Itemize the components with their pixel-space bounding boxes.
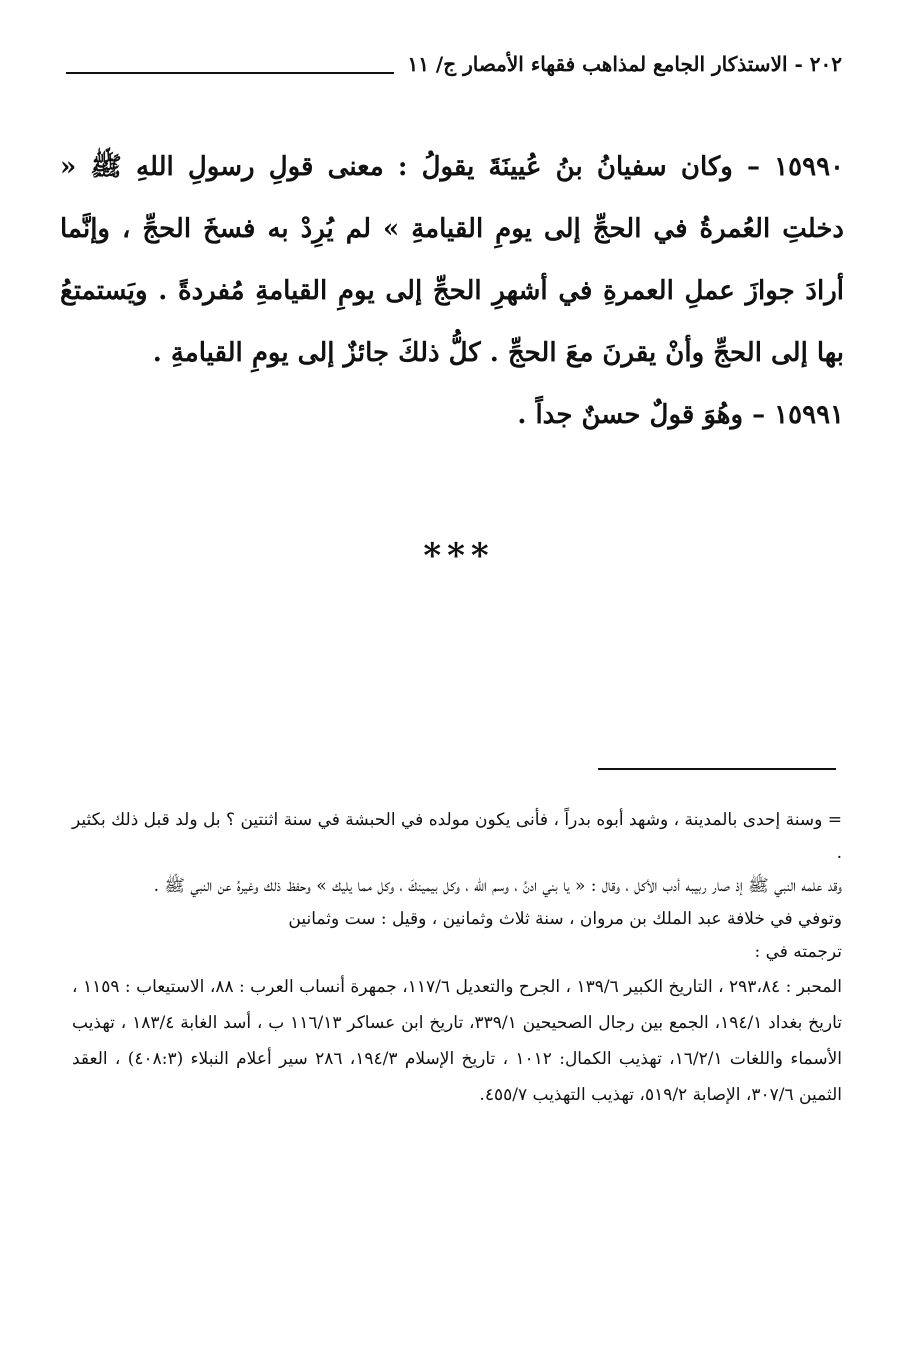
footnote-line: وتوفي في خلافة عبد الملك بن مروان ، سنة ثلاث وثمانين ، وقيل : ست وثمانين	[288, 909, 842, 929]
footnote-line: = وسنة إحدى بالمدينة ، وشهد أبوه بدراً ، فأنى يكون مولده في الحبشة في سنة اثنتين ؟ بل ولد قبل ذلك بكثير .	[72, 810, 842, 863]
main-text	[60, 136, 844, 446]
paragraph-15991	[60, 384, 844, 446]
section-separator: ***	[423, 536, 495, 576]
footnote-line: وقد علمه النبي ﷺ إذ صار ربيبه أدب الأكل ، وقال : « يا بني ادنُ ، وسم الله ، وكل بيمينكَ ، وكل مما يليك » وحفظ ذلك وغيرهُ عن النبي ﷺ .	[153, 876, 842, 896]
footnotes	[72, 804, 842, 1113]
paragraph-number: ١٥٩٩١	[774, 400, 844, 430]
paragraph-number: ١٥٩٩٠	[774, 152, 844, 182]
running-title: ٢٠٢ - الاستذكار الجامع لمذاهب فقهاء الأمصار ج/ ١١	[407, 52, 842, 76]
paragraph-body: – وهُوَ قولٌ حسنٌ جداً .	[517, 400, 766, 430]
paragraph-15990	[60, 136, 844, 384]
header-rule	[66, 72, 394, 74]
footnote-rule	[598, 768, 836, 770]
footnote-line: ترجمته في :	[754, 942, 842, 962]
paragraph-body: – وكان سفيانُ بنُ عُيينَةَ يقولُ : معنى قولِ رسولِ اللهِ ﷺ « دخلتِ العُمرةُ في الحجِّ إلى يومِ القيامةِ » لم يُرِدْ به فسخَ الحجِّ ، وإنَّما أرادَ جوازَ عملِ العمرةِ في أشهرِ الحجِّ إلى يومِ القيامةِ مُفردةً . ويَستمتعُ بها إلى الحجِّ وأنْ يقرنَ معَ الحجِّ . كلُّ ذلكَ جائزٌ إلى يومِ القيامةِ .	[60, 152, 844, 368]
footnote-references: المحبر : ٢٩٣،٨٤ ، التاريخ الكبير ١٣٩/٦ ، الجرح والتعديل ١١٧/٦، جمهرة أنساب العرب : ٨٨، الاستيعاب : ١١٥٩ ، تاريخ بغداد ١٩٤/١، الجمع بين رجال الصحيحين ٣٣٩/١، تاريخ ابن عساكر ١١٦/١٣ ب ، أسد الغابة ١٨٣/٤ ، تهذيب الأسماء واللغات ١٦/٢/١، تهذيب الكمال: ١٠١٢ ، تاريخ الإسلام ١٩٤/٣، ٢٨٦ سير أعلام النبلاء (٤٠٨:٣) ، العقد الثمين ٣٠٧/٦، الإصابة ٥١٩/٢، تهذيب التهذيب ٤٥٥/٧.	[72, 977, 843, 1105]
page-header	[66, 52, 842, 88]
